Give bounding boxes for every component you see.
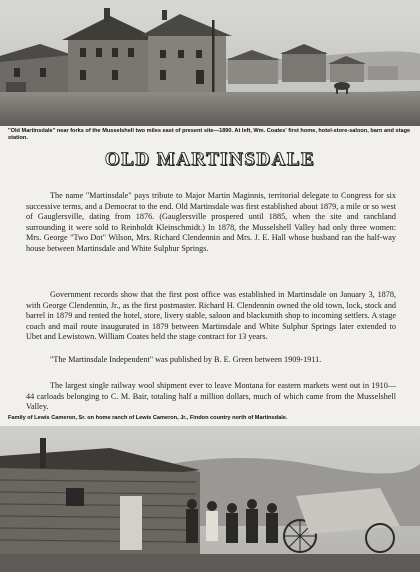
paragraph-name-origin: The name "Martinsdale" pays tribute to Major Martin Maginnis, territorial delegate to Congress for six successive terms, and a Democrat to the end. Old Martinsdale was first established about 1879, a mile or so west of Gauglersville, dating from 1876. (Gauglersville prospered until 1885, when the site and ranchland surrounding it were sold to Reinholdt Kleinschmidt.) In 1878, the Musselshell Valley had only three women: Mrs. George "Two Dot" Wilson, Mrs. Richard Clendennin and Mrs. J. E. Hall whose husband ran the half-way house between Martinsdale and White Sulphur Springs. bbox=[26, 191, 396, 253]
town-photo bbox=[0, 0, 420, 126]
paragraph-post-office: Government records show that the first post office was established in Martinsdale on January 3, 1878, with George Clendennin, Jr., as the first postmaster. Richard H. Clendennin owned the old town, lock, stock and barrel in 1879 and rented the hotel, store, livery stable, saloon and blacksmith shop to incoming settlers. A stage coach and mail route inaugurated in 1879 between Martinsdale and White Sulphur Springs later extended to Ubet and Lewistown. William Coates held the stage contract for 13 years. bbox=[26, 290, 396, 341]
family-photo bbox=[0, 426, 420, 572]
bottom-photo-caption: Family of Lewis Cameron, Sr. on home ranch of Lewis Cameron, Jr., Findon country north of Martinsdale. bbox=[8, 415, 288, 421]
page-title: OLD MARTINSDALE bbox=[104, 149, 316, 170]
top-photo-caption: "Old Martinsdale" near forks of the Musselshell two miles east of present site—1890. At left, Wm. Coates' first home, hotel-store-saloon, barn and stage station. bbox=[8, 128, 411, 142]
paragraph-wool-shipment: The largest single railway wool shipment ever to leave Montana for eastern markets went out in 1910—44 carloads belonging to C. M. Bair, totaling half a million dollars, much of which came from the Musselshell Valley. bbox=[26, 381, 396, 411]
paragraph-newspaper: "The Martinsdale Independent" was published by B. E. Green between 1909-1911. bbox=[50, 355, 322, 364]
